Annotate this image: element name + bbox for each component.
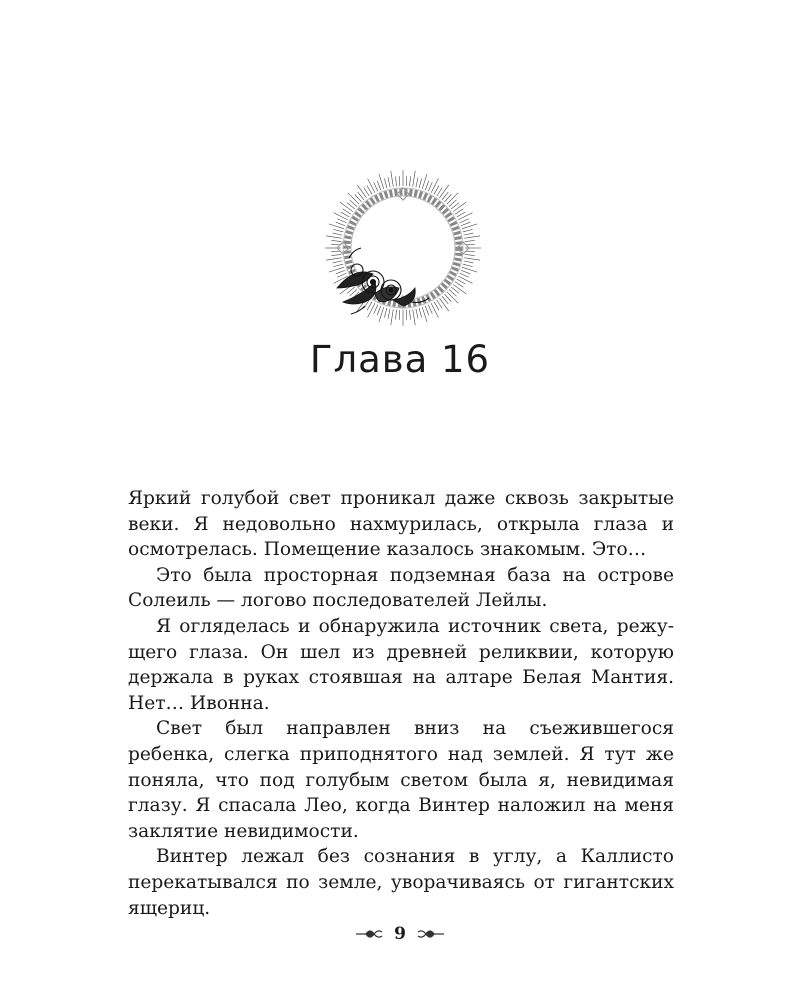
paragraph-3: Я огляделась и обнаружила источник света, режущего глаза. Он шел из древней реликвии, которую держала в руках стоявшая на алтаре Белая Мантия. Нет… Ивонна. [128, 615, 674, 714]
floral-wreath-icon [315, 170, 490, 330]
right-flourish-icon [416, 927, 446, 941]
paragraph-1: Яркий голубой свет проникал даже сквозь закрытые веки. Я недовольно нахмурилась, открыла глаза и осмотрелась. Помещение казалось знакомым. Это… [128, 488, 674, 561]
page-footer [0, 924, 800, 944]
left-flourish-icon [354, 927, 384, 941]
chapter-title: Глава 16 [309, 338, 491, 381]
page-number: 9 [394, 924, 406, 944]
paragraph-4: Свет был направлен вниз на съежившегося ребенка, слегка приподнятого над землей. Я тут же поняла, что под голубым светом была я, невидимая глазу. Я спасала Лео, когда Винтер наложил на меня заклятие невидимости. [128, 718, 674, 842]
paragraph-2: Это была просторная подземная база на острове Солеиль — логово последователей Лейлы. [128, 564, 674, 612]
chapter-body [128, 486, 674, 921]
paragraph-5: Винтер лежал без сознания в углу, а Каллисто перекатывался по земле, уворачиваясь от гигантских ящериц. [128, 846, 674, 919]
